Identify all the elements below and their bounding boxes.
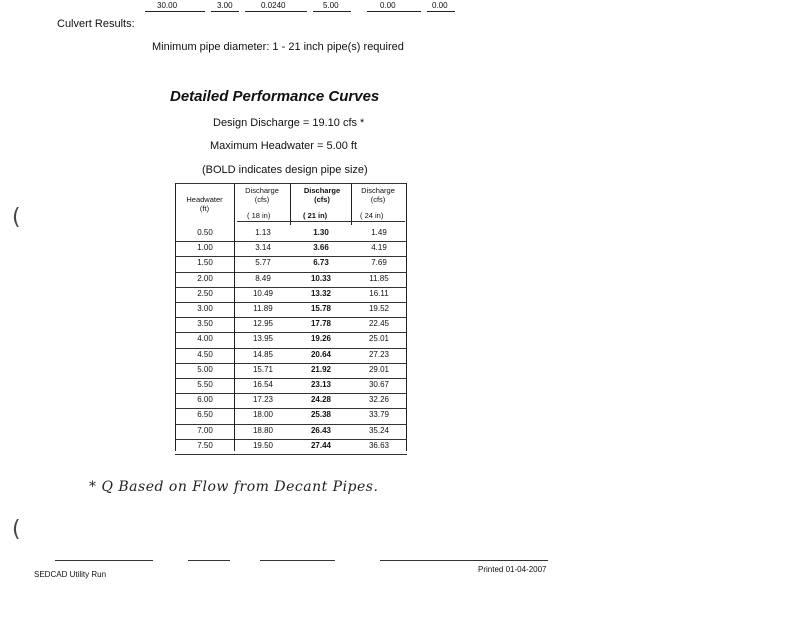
discharge-cell: 29.01 — [368, 364, 390, 374]
top-value-5: 0.00 — [380, 1, 396, 10]
table-row-rule — [175, 408, 407, 409]
discharge-cell: 27.44 — [310, 440, 332, 450]
discharge-cell: 19.52 — [368, 304, 390, 313]
discharge-cell: 1.13 — [255, 228, 271, 237]
headwater-cell: 6.50 — [197, 410, 213, 420]
discharge-cell: 36.63 — [368, 440, 390, 450]
discharge-cell: 4.19 — [371, 243, 387, 253]
discharge-cell: 23.13 — [310, 380, 332, 389]
header-discharge-24: Discharge (cfs) — [361, 186, 395, 204]
footer-program-name: SEDCAD Utility Run — [34, 570, 107, 579]
headwater-cell: 1.50 — [197, 258, 213, 268]
discharge-cell: 15.71 — [252, 364, 274, 374]
table-row-rule — [175, 302, 407, 303]
discharge-cell: 25.01 — [368, 334, 390, 344]
table-row-rule — [175, 256, 407, 257]
discharge-cell: 24.28 — [310, 395, 332, 405]
pipe-size-21: ( 21 in) — [303, 211, 328, 220]
discharge-cell: 35.24 — [368, 425, 390, 435]
headwater-cell: 7.50 — [197, 440, 213, 450]
headwater-cell: 5.50 — [197, 380, 213, 389]
table-row-rule — [175, 241, 407, 242]
table-row-rule — [175, 424, 407, 425]
table-row-rule — [175, 272, 407, 273]
discharge-cell: 21.92 — [310, 364, 332, 374]
table-row-rule — [175, 439, 407, 440]
header-discharge-21: Discharge (cfs) — [303, 186, 341, 204]
discharge-cell: 15.78 — [310, 304, 332, 313]
headwater-cell: 4.50 — [197, 349, 213, 359]
discharge-cell: 17.78 — [310, 319, 332, 329]
discharge-cell: 22.45 — [368, 319, 390, 329]
top-value-6: 0.00 — [432, 1, 448, 10]
discharge-cell: 25.38 — [310, 410, 332, 420]
handwritten-note-text: * Q Based on Flow from Decant Pipes. — [89, 479, 379, 495]
table-row-rule — [175, 454, 407, 455]
section-title: Detailed Performance Curves — [170, 88, 380, 105]
discharge-cell: 7.69 — [371, 258, 387, 268]
discharge-cell: 32.26 — [368, 395, 390, 405]
headwater-cell: 0.50 — [197, 228, 213, 237]
table-row-rule — [175, 348, 407, 349]
margin-bracket-top: ( — [12, 205, 21, 230]
culvert-results-label: Culvert Results: — [57, 18, 135, 30]
performance-table — [175, 183, 407, 453]
discharge-cell: 18.00 — [252, 410, 274, 420]
headwater-cell: 4.00 — [197, 334, 213, 344]
discharge-cell: 3.14 — [255, 243, 271, 253]
discharge-cell: 20.64 — [310, 349, 332, 359]
top-value-3: 0.0240 — [261, 1, 286, 10]
headwater-cell: 3.00 — [197, 304, 213, 313]
discharge-cell: 12.95 — [252, 319, 274, 329]
discharge-cell: 6.73 — [313, 258, 329, 268]
discharge-cell: 3.66 — [313, 243, 329, 253]
discharge-cell: 33.79 — [368, 410, 390, 420]
minimum-pipe-text: Minimum pipe diameter: 1 - 21 inch pipe(s) required — [152, 41, 404, 53]
top-value-2: 3.00 — [217, 1, 233, 10]
discharge-cell: 13.32 — [310, 288, 332, 298]
discharge-cell: 5.77 — [255, 258, 271, 268]
discharge-cell: 10.33 — [310, 273, 332, 283]
discharge-cell: 13.95 — [252, 334, 274, 344]
discharge-cell: 18.80 — [252, 425, 274, 435]
pipe-size-24: ( 24 in) — [360, 211, 384, 220]
margin-bracket-bottom: ( — [12, 517, 21, 542]
pipe-size-18: ( 18 in) — [247, 211, 271, 220]
bold-indicator-note: (BOLD indicates design pipe size) — [202, 164, 368, 176]
table-row-rule — [175, 378, 407, 379]
headwater-cell: 2.00 — [197, 273, 213, 283]
table-row-rule — [175, 332, 407, 333]
discharge-cell: 19.50 — [252, 440, 274, 450]
discharge-cell: 1.49 — [371, 228, 387, 237]
discharge-cell: 19.26 — [310, 334, 332, 344]
discharge-cell: 30.67 — [368, 380, 390, 389]
table-row-rule — [175, 317, 407, 318]
header-discharge-18: Discharge (cfs) — [245, 186, 279, 204]
headwater-cell: 3.50 — [197, 319, 213, 329]
discharge-cell: 11.89 — [253, 304, 273, 313]
discharge-cell: 16.54 — [252, 380, 274, 389]
table-row-rule — [175, 287, 407, 288]
table-row-rule — [175, 393, 407, 394]
discharge-cell: 11.85 — [369, 273, 389, 283]
table-row-rule — [175, 363, 407, 364]
discharge-cell: 17.23 — [252, 395, 274, 405]
discharge-cell: 14.85 — [252, 349, 274, 359]
headwater-cell: 7.00 — [197, 425, 213, 435]
discharge-cell: 10.49 — [252, 288, 274, 298]
design-discharge: Design Discharge = 19.10 cfs * — [213, 117, 365, 129]
maximum-headwater: Maximum Headwater = 5.00 ft — [210, 140, 358, 152]
discharge-cell: 16.11 — [369, 288, 389, 298]
headwater-cell: 1.00 — [197, 243, 213, 253]
discharge-cell: 8.49 — [255, 273, 271, 283]
discharge-cell: 26.43 — [310, 425, 332, 435]
discharge-cell: 1.30 — [313, 228, 329, 237]
headwater-cell: 5.00 — [197, 364, 213, 374]
handwritten-note — [75, 474, 395, 508]
top-value-4: 5.00 — [323, 1, 339, 10]
headwater-cell: 6.00 — [197, 395, 213, 405]
discharge-cell: 27.23 — [368, 349, 390, 359]
footer-print-date: Printed 01-04-2007 — [478, 565, 547, 574]
headwater-cell: 2.50 — [197, 288, 213, 298]
top-values-row — [145, 0, 455, 12]
header-headwater: Headwater (ft) — [186, 195, 223, 213]
top-value-1: 30.00 — [157, 1, 178, 10]
